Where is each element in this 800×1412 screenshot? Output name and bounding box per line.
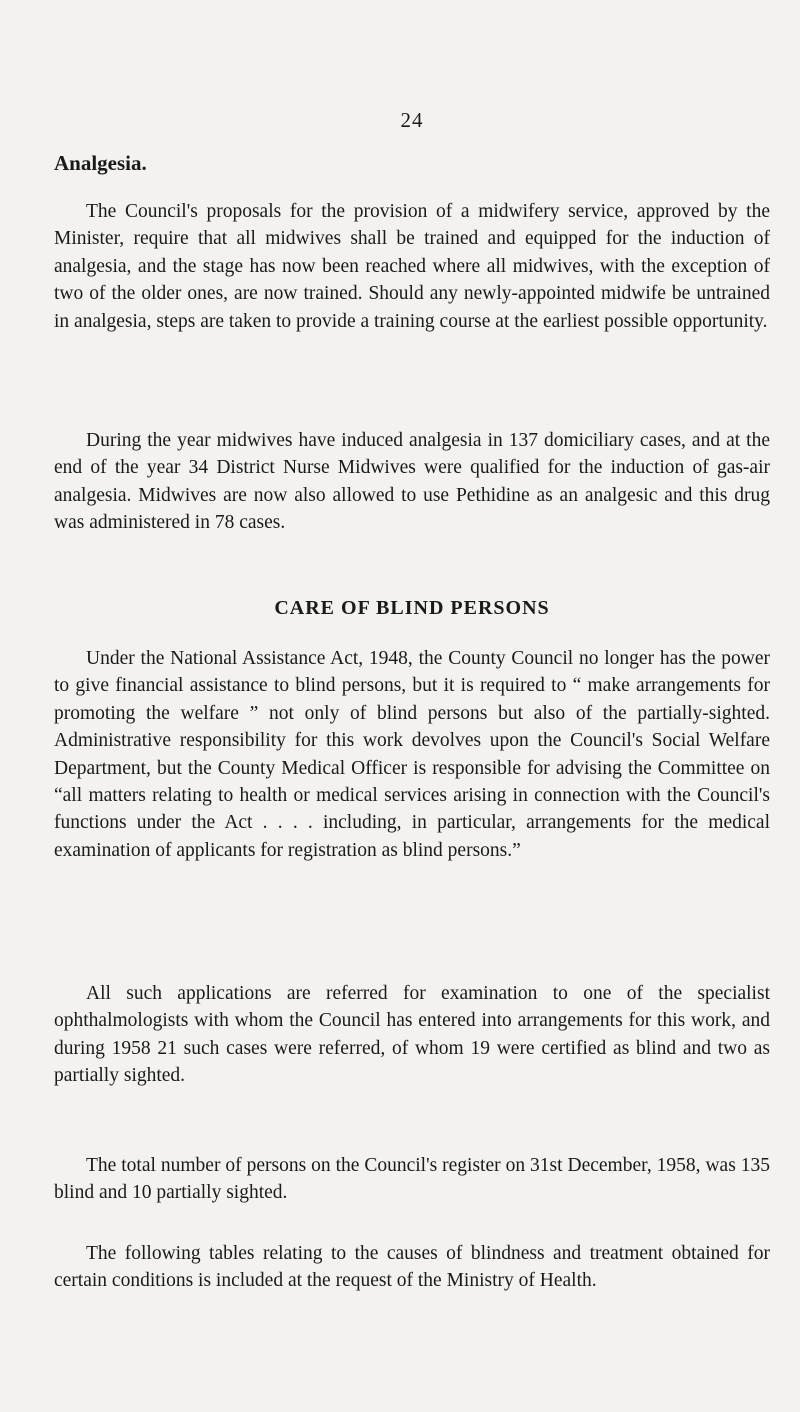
page-number: 24	[400, 108, 424, 132]
blind-persons-paragraph-3: The total number of persons on the Council's register on 31st December, 1958, was 135 blind and 10 partially sighted.	[54, 1155, 770, 1204]
blind-persons-paragraph-4: The following tables relating to the causes of blindness and treatment obtained for certain conditions is included at the request of the Ministry of Health.	[54, 1243, 770, 1292]
analgesia-paragraph-2: During the year midwives have induced analgesia in 137 domiciliary cases, and at the end of the year 34 District Nurse Midwives were qualified for the induction of gas-air analgesia. Midwives are now also allowed to use Pethidine as an analgesic and this drug was administered in 78 cases.	[54, 430, 770, 534]
blind-persons-paragraph-2: All such applications are referred for examination to one of the specialist ophthalmologists with whom the Council has entered into arrangements for this work, and during 1958 21 such cases were referred, of whom 19 were certified as blind and two as partially sighted.	[54, 983, 770, 1087]
blind-persons-paragraph-1: Under the National Assistance Act, 1948, the County Council no longer has the power to give financial assistance to blind persons, but it is required to “ make arrangements for promoting the welfare ” not only of blind persons but also of the partially-sighted. Administrative responsibility for this work devolves upon the Council's Social Welfare Department, but the County Medical Officer is responsible for advising the Committee on “all matters relating to health or medical services arising in connection with the Council's functions under the Act . . . . including, in particular, arrangements for the medical examination of applicants for registration as blind persons.”	[54, 648, 770, 861]
blind-persons-heading: CARE OF BLIND PERSONS	[274, 597, 550, 619]
analgesia-heading: Analgesia.	[54, 151, 147, 175]
analgesia-paragraph-1: The Council's proposals for the provision of a midwifery service, approved by the Minister, require that all midwives shall be trained and equipped for the induction of analgesia, and the stage has now been reached where all midwives, with the exception of two of the older ones, are now trained. Should any newly-appointed midwife be untrained in analgesia, steps are taken to provide a training course at the earliest possible opportunity.	[54, 201, 770, 332]
